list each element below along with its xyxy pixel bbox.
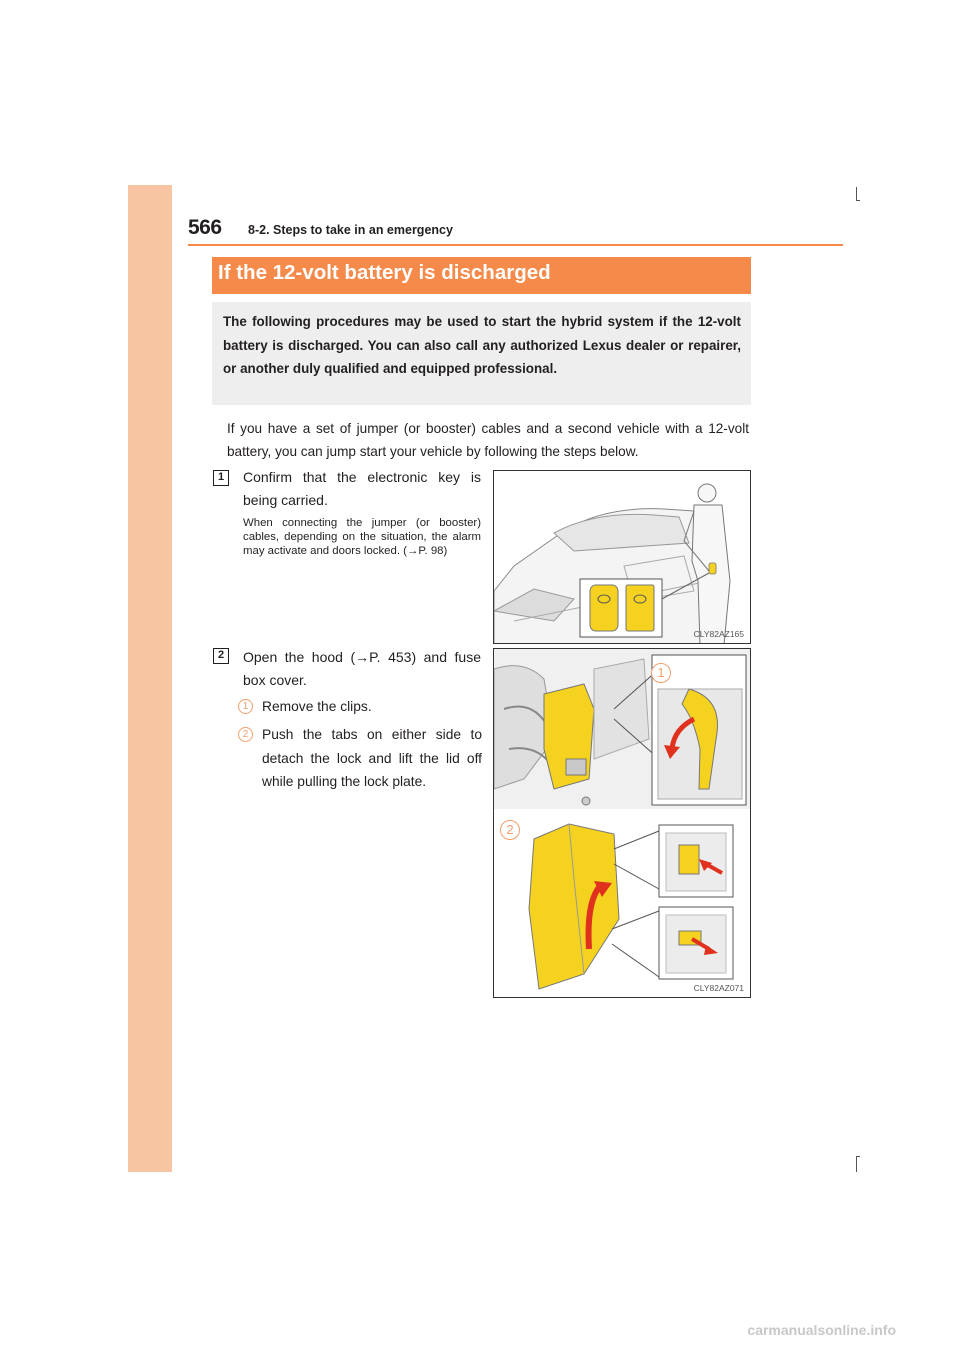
- step-1-badge: 1: [213, 470, 229, 486]
- substep-2-number: 2: [238, 727, 253, 742]
- figure-1-code: CLY82AZ165: [693, 629, 744, 639]
- crop-mark-bottom-tick: [856, 1156, 860, 1157]
- header-rule: [188, 244, 843, 246]
- substep-1-text: Remove the clips.: [262, 699, 372, 714]
- crop-mark-top-tick: [856, 200, 860, 201]
- substep-2-text: Push the tabs on either side to detach the lock and lift the lid off while pulling the lock plate.: [262, 727, 482, 789]
- figure-electronic-key: [493, 470, 751, 644]
- body-paragraph: If you have a set of jumper (or booster) cables and a second vehicle with a 12-volt battery, you can jump start your vehicle by following the steps below.: [227, 421, 749, 459]
- crop-mark-top: [856, 187, 857, 201]
- car-key-illustration: [494, 471, 751, 644]
- fuse-box-illustration: [494, 649, 751, 998]
- chapter-color-band: [128, 185, 172, 1172]
- figure-marker-1: 1: [651, 663, 671, 683]
- figure-fuse-box: [493, 648, 751, 998]
- watermark: carmanualsonline.info: [747, 1322, 896, 1338]
- running-head: 8-2. Steps to take in an emergency: [248, 223, 453, 237]
- figure-2-code: CLY82AZ071: [693, 983, 744, 993]
- step-1-text: Confirm that the electronic key is being carried.: [243, 469, 481, 508]
- step-2-badge: 2: [213, 648, 229, 664]
- substep-1-number: 1: [238, 699, 253, 714]
- intro-box: The following procedures may be used to start the hybrid system if the 12-volt battery is discharged. You can also call any authorized Lexus dealer or repairer, or another duly qualified and equipped professional.: [212, 302, 751, 405]
- figure-marker-2: 2: [500, 820, 520, 840]
- step-1-note: When connecting the jumper (or booster) cables, depending on the situation, the alarm may activate and doors locked. (→P. 98): [243, 517, 481, 558]
- page-number: 566: [188, 216, 222, 239]
- section-title: If the 12-volt battery is discharged: [212, 257, 751, 294]
- step-2-text: Open the hood (→P. 453) and fuse box cover.: [243, 649, 481, 688]
- crop-mark-bottom: [856, 1156, 857, 1172]
